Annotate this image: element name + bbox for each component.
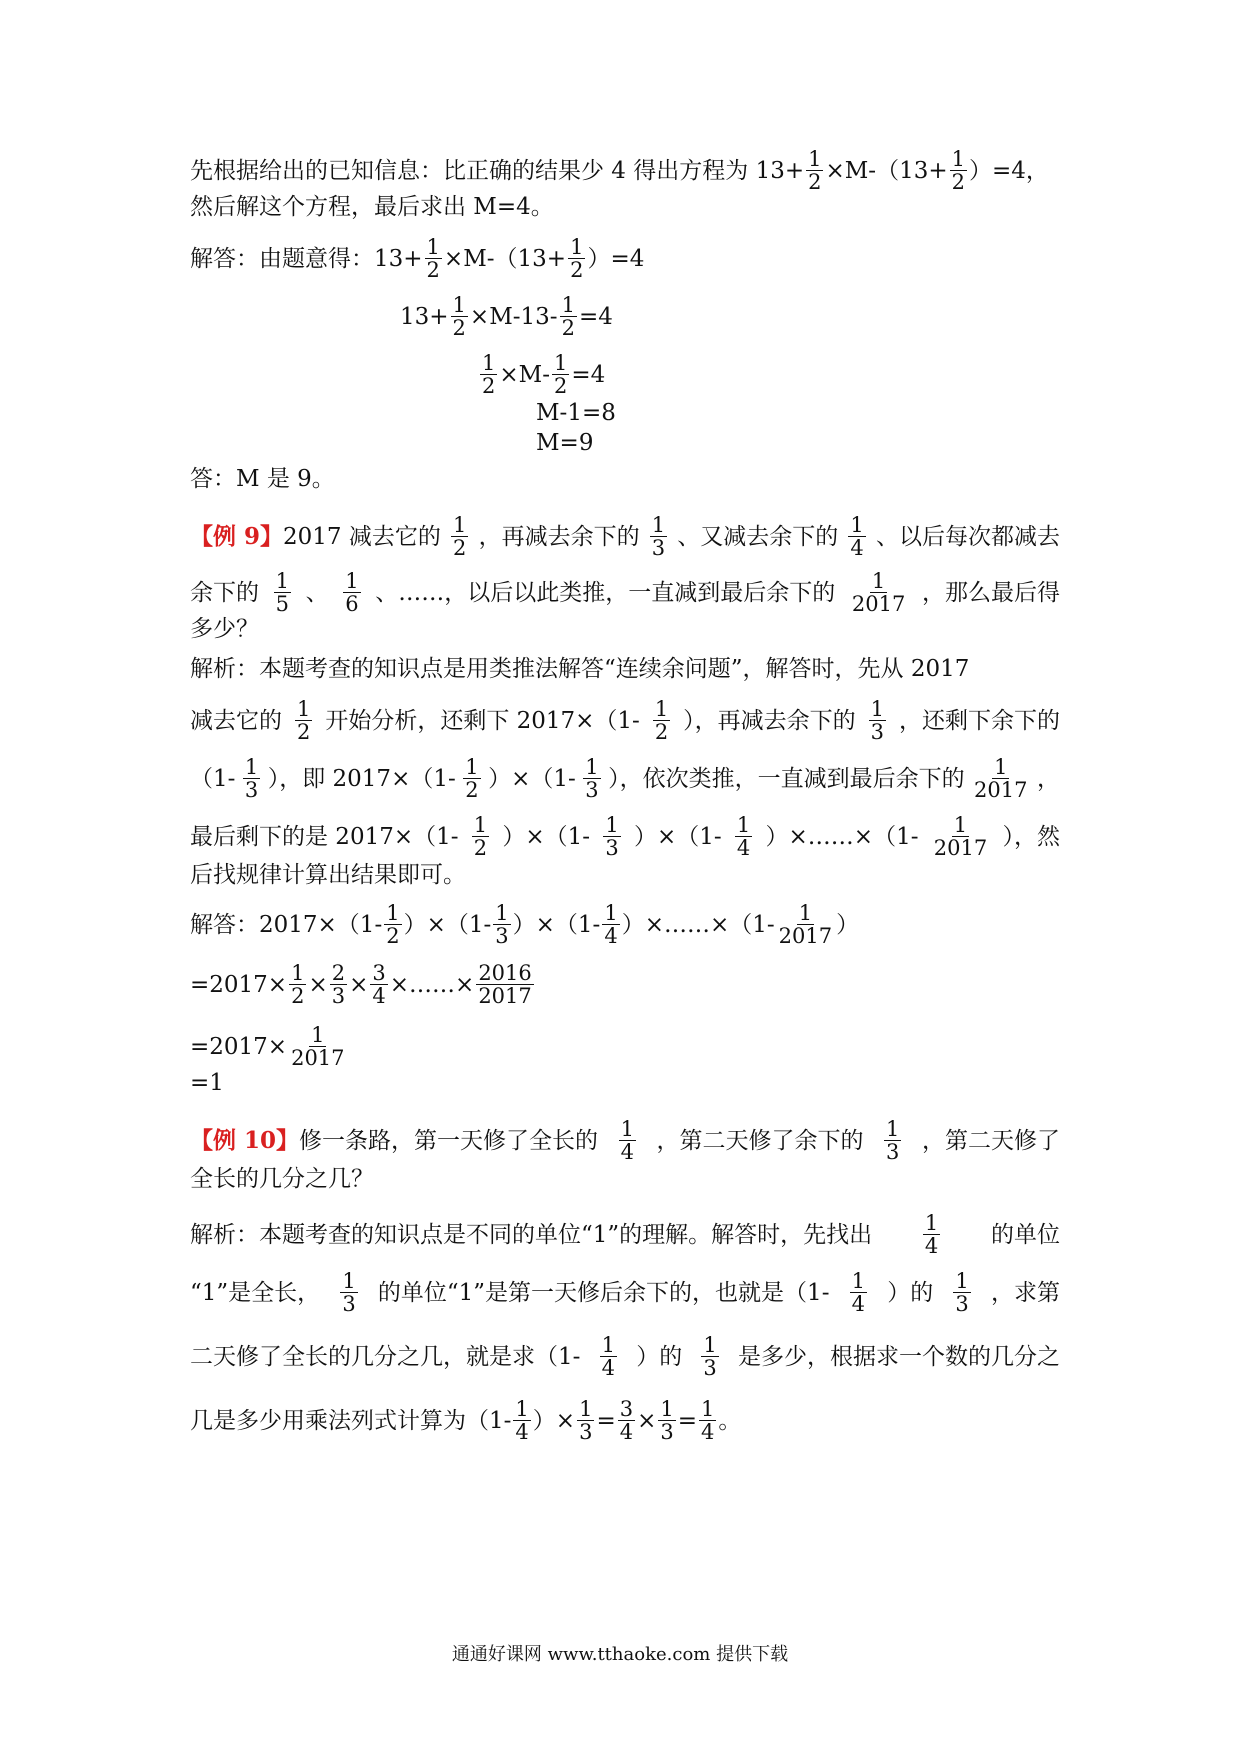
fraction-numerator: 1 <box>553 351 568 375</box>
text: ），再减去余下的 <box>683 707 856 734</box>
text: × <box>637 1407 657 1434</box>
text: （1- <box>190 765 236 792</box>
text: ×M-13- <box>469 303 558 330</box>
text-line <box>190 192 1060 222</box>
analysis-line <box>190 756 1060 801</box>
fraction-numerator: 1 <box>955 1269 969 1293</box>
example-9-line <box>190 514 1060 559</box>
text: ， <box>1036 765 1060 792</box>
fraction-numerator: 2016 <box>478 961 532 985</box>
fraction-numerator: 1 <box>871 569 886 593</box>
fraction-denominator: 2 <box>808 170 822 194</box>
text: ×M-（13+ <box>443 245 567 272</box>
fraction-denominator: 2 <box>654 720 669 744</box>
fraction <box>340 1270 357 1315</box>
solution-line <box>190 1068 1060 1098</box>
text: = <box>596 1407 616 1434</box>
fraction-numerator: 1 <box>703 1333 717 1357</box>
fraction-numerator: 1 <box>601 1333 615 1357</box>
equation-line <box>536 428 736 458</box>
fraction-denominator: 2 <box>553 374 568 398</box>
text: ）×……×（1- <box>621 911 775 938</box>
fraction <box>583 756 600 801</box>
example-10-line <box>190 1118 1060 1163</box>
fraction-denominator: 4 <box>620 1140 634 1164</box>
fraction-denominator: 3 <box>605 836 619 860</box>
fraction-numerator: 1 <box>736 813 751 837</box>
analysis-line <box>190 1212 1060 1257</box>
solution-line <box>190 902 1060 947</box>
fraction-numerator: 1 <box>870 697 884 721</box>
fraction-numerator: 1 <box>275 569 289 593</box>
fraction <box>884 1118 901 1163</box>
fraction-numerator: 1 <box>311 1023 325 1047</box>
fraction <box>650 514 667 559</box>
fraction <box>577 1398 594 1443</box>
fraction-denominator: 2 <box>426 258 440 282</box>
text: 。 <box>718 1407 742 1434</box>
fraction-numerator: 1 <box>994 755 1008 779</box>
fraction <box>476 962 533 1007</box>
fraction-denominator: 2 <box>296 720 311 744</box>
fraction-denominator: 4 <box>736 836 751 860</box>
fraction-numerator: 1 <box>453 513 467 537</box>
fraction-denominator: 3 <box>342 1292 356 1316</box>
fraction <box>699 1398 716 1443</box>
fraction-denominator: 3 <box>579 1420 593 1444</box>
text: 解析：本题考查的知识点是不同的单位“1”的理解。解答时，先找出 <box>190 1221 873 1248</box>
text: ） <box>836 911 860 938</box>
equation-line <box>536 398 736 428</box>
fraction <box>451 514 468 559</box>
fraction <box>384 902 401 947</box>
text: ，求第 <box>990 1279 1060 1306</box>
fraction-numerator: 1 <box>452 293 466 317</box>
page-footer: 通通好课网 www.tthaoke.com 提供下载 <box>451 1644 789 1665</box>
text: 解答：由题意得：13+ <box>190 245 423 272</box>
fraction <box>493 902 510 947</box>
fraction <box>463 756 480 801</box>
fraction <box>603 814 620 859</box>
text: M-1=8 <box>536 400 616 426</box>
text: 几是多少用乘法列式计算为（1- <box>190 1407 512 1434</box>
fraction-denominator: 2 <box>482 374 496 398</box>
fraction-numerator: 1 <box>291 961 305 985</box>
fraction-denominator: 2 <box>453 536 467 560</box>
text: 、 <box>305 579 329 606</box>
fraction-numerator: 1 <box>808 147 822 171</box>
fraction-denominator: 2017 <box>478 984 532 1008</box>
fraction <box>777 902 834 947</box>
text: 先根据给出的已知信息：比正确的结果少 4 得出方程为 13+ <box>190 157 805 184</box>
fraction-numerator: 1 <box>660 1397 674 1421</box>
text: 全长的几分之几？ <box>190 1166 374 1192</box>
analysis-line <box>190 814 1060 859</box>
fraction-numerator: 1 <box>473 813 488 837</box>
fraction <box>735 814 752 859</box>
text: 、……，以后以此类推，一直减到最后余下的 <box>375 579 836 606</box>
text: ）×（1- <box>488 765 576 792</box>
fraction-denominator: 3 <box>495 924 509 948</box>
text: =1 <box>190 1070 224 1096</box>
fraction <box>243 756 260 801</box>
fraction <box>658 1398 675 1443</box>
text: 余下的 <box>190 579 259 606</box>
text: 最后剩下的是 2017×（1- <box>190 823 459 850</box>
fraction <box>932 814 989 859</box>
text: M=9 <box>536 430 594 456</box>
fraction-denominator: 4 <box>850 536 864 560</box>
fraction-numerator: 2 <box>331 961 346 985</box>
text: 修一条路，第一天修了全长的 <box>299 1127 599 1154</box>
fraction-denominator: 4 <box>619 1420 634 1444</box>
fraction-numerator: 1 <box>604 901 618 925</box>
text: ）=4， <box>969 157 1049 184</box>
fraction-numerator: 1 <box>345 569 359 593</box>
example-9-line <box>190 614 1060 644</box>
fraction <box>289 1024 346 1069</box>
fraction-denominator: 6 <box>345 592 359 616</box>
analysis-line <box>190 1398 1060 1443</box>
fraction <box>289 962 306 1007</box>
fraction-denominator: 2 <box>473 836 488 860</box>
text: 2017 减去它的 <box>283 523 441 550</box>
text: 13+ <box>400 303 449 330</box>
text: =4 <box>578 303 613 330</box>
fraction <box>701 1334 718 1379</box>
text: 答：M 是 9。 <box>190 466 335 492</box>
analysis-line <box>190 654 1060 684</box>
fraction-denominator: 2017 <box>291 1046 345 1070</box>
text: ），然 <box>1002 823 1060 850</box>
fraction-numerator: 1 <box>561 293 575 317</box>
fraction-numerator: 1 <box>244 755 259 779</box>
text: ），即 2017×（1- <box>267 765 456 792</box>
fraction-numerator: 1 <box>386 901 400 925</box>
text: 、以后每次都减去 <box>875 523 1060 550</box>
fraction <box>653 698 670 743</box>
text-line <box>190 148 1060 193</box>
fraction-numerator: 1 <box>651 513 666 537</box>
fraction <box>568 236 585 281</box>
text: ×M- <box>499 361 550 388</box>
fraction <box>370 962 387 1007</box>
fraction-numerator: 1 <box>605 813 619 837</box>
fraction <box>806 148 823 193</box>
fraction <box>560 294 577 339</box>
text: 多少？ <box>190 616 259 642</box>
text: “1”是全长， <box>190 1279 321 1306</box>
text: ，那么最后得 <box>921 579 1060 606</box>
fraction-numerator: 1 <box>886 1117 900 1141</box>
fraction-denominator: 4 <box>604 924 618 948</box>
fraction-numerator: 1 <box>482 351 496 375</box>
fraction-numerator: 1 <box>342 1269 356 1293</box>
text: ）×（1- <box>512 911 601 938</box>
fraction <box>850 1270 867 1315</box>
analysis-line <box>190 1270 1060 1315</box>
text: =2017× <box>190 1033 288 1060</box>
fraction <box>972 756 1029 801</box>
fraction-numerator: 1 <box>515 1397 529 1421</box>
text: ，还剩下余下的 <box>898 707 1060 734</box>
text: ）=4 <box>587 245 645 272</box>
fraction-denominator: 3 <box>585 778 599 802</box>
fraction <box>618 1398 635 1443</box>
text: ）的 <box>636 1343 683 1370</box>
text-line <box>190 236 1060 281</box>
text: 解析：本题考查的知识点是用类推法解答“连续余问题”，解答时，先从 2017 <box>190 656 970 682</box>
fraction <box>274 570 291 615</box>
fraction-denominator: 3 <box>244 778 259 802</box>
text: × <box>308 971 328 998</box>
fraction-denominator: 2 <box>561 316 575 340</box>
fraction-denominator: 2017 <box>778 924 833 948</box>
text: 的单位 <box>991 1221 1060 1248</box>
equation-line <box>478 352 778 397</box>
text: ，再减去余下的 <box>478 523 640 550</box>
text: ）×……×（1- <box>765 823 919 850</box>
fraction-denominator: 4 <box>515 1420 529 1444</box>
fraction-denominator: 2017 <box>974 778 1028 802</box>
fraction-denominator: 4 <box>372 984 386 1008</box>
fraction-denominator: 3 <box>331 984 346 1008</box>
fraction-denominator: 2 <box>386 924 400 948</box>
fraction-denominator: 5 <box>275 592 289 616</box>
text: 然后解这个方程，最后求出 M=4。 <box>190 194 554 220</box>
text: 解答：2017×（1- <box>190 911 383 938</box>
text: ）×（1- <box>403 911 492 938</box>
fraction-numerator: 1 <box>495 901 509 925</box>
text: ）×（1- <box>502 823 591 850</box>
fraction <box>848 514 865 559</box>
fraction-denominator: 4 <box>701 1420 715 1444</box>
fraction-numerator: 1 <box>701 1397 715 1421</box>
fraction-denominator: 4 <box>601 1356 615 1380</box>
text: 开始分析，还剩下 2017×（1- <box>325 707 640 734</box>
fraction-denominator: 3 <box>886 1140 900 1164</box>
text: 后找规律计算出结果即可。 <box>190 862 466 888</box>
fraction-denominator: 2 <box>291 984 305 1008</box>
fraction <box>923 1212 940 1257</box>
fraction <box>472 814 489 859</box>
fraction-denominator: 3 <box>870 720 884 744</box>
fraction-numerator: 1 <box>798 901 813 925</box>
example-10-line <box>190 1164 1060 1194</box>
text: 、又减去余下的 <box>677 523 839 550</box>
fraction <box>480 352 497 397</box>
fraction-numerator: 1 <box>620 1117 634 1141</box>
text: ×M-（13+ <box>825 157 948 184</box>
fraction <box>330 962 347 1007</box>
example-tag: 【例 10】 <box>190 1126 300 1154</box>
solution-line <box>190 962 1060 1007</box>
fraction-denominator: 3 <box>955 1292 969 1316</box>
fraction-denominator: 2 <box>465 778 479 802</box>
fraction-denominator: 2 <box>951 170 965 194</box>
fraction-denominator: 3 <box>651 536 666 560</box>
fraction-numerator: 1 <box>924 1211 939 1235</box>
answer-line <box>190 464 1060 494</box>
fraction <box>343 570 360 615</box>
fraction-numerator: 1 <box>296 697 311 721</box>
fraction-numerator: 1 <box>465 755 479 779</box>
fraction-numerator: 1 <box>654 697 669 721</box>
text: ），依次类推，一直减到最后余下的 <box>608 765 965 792</box>
fraction-numerator: 1 <box>426 235 440 259</box>
analysis-line <box>190 860 1060 890</box>
fraction <box>552 352 569 397</box>
fraction <box>295 698 312 743</box>
fraction-denominator: 4 <box>851 1292 866 1316</box>
fraction-numerator: 3 <box>619 1397 634 1421</box>
fraction <box>602 902 619 947</box>
text: ，第二天修了 <box>921 1127 1060 1154</box>
text: ×……× <box>389 971 475 998</box>
fraction <box>451 294 468 339</box>
text: 减去它的 <box>190 707 282 734</box>
fraction-numerator: 1 <box>953 813 968 837</box>
example-9-line <box>190 570 1060 615</box>
text: ）的 <box>887 1279 934 1306</box>
fraction <box>869 698 886 743</box>
text: 的单位“1”是第一天修后余下的，也就是（1- <box>377 1279 830 1306</box>
fraction <box>850 570 907 615</box>
fraction-denominator: 3 <box>703 1356 717 1380</box>
solution-line <box>190 1024 1060 1069</box>
fraction-denominator: 2017 <box>851 592 906 616</box>
analysis-line <box>190 1334 1060 1379</box>
fraction-numerator: 1 <box>585 755 599 779</box>
fraction-numerator: 3 <box>372 961 386 985</box>
example-tag: 【例 9】 <box>190 522 284 550</box>
fraction-numerator: 1 <box>951 147 965 171</box>
text: × <box>349 971 369 998</box>
fraction-denominator: 2 <box>452 316 466 340</box>
text: = <box>677 1407 698 1434</box>
fraction-numerator: 1 <box>851 1269 866 1293</box>
fraction-numerator: 1 <box>579 1397 593 1421</box>
fraction <box>425 236 442 281</box>
fraction-denominator: 4 <box>924 1234 939 1258</box>
text: ）×（1- <box>633 823 722 850</box>
fraction <box>619 1118 636 1163</box>
fraction-denominator: 3 <box>660 1420 674 1444</box>
fraction <box>953 1270 970 1315</box>
text: =4 <box>571 361 606 388</box>
text: 二天修了全长的几分之几，就是求（1- <box>190 1343 581 1370</box>
fraction <box>950 148 967 193</box>
text: =2017× <box>190 971 288 998</box>
fraction-numerator: 1 <box>570 235 584 259</box>
fraction-denominator: 2 <box>570 258 584 282</box>
fraction <box>513 1398 530 1443</box>
fraction <box>600 1334 617 1379</box>
text: ，第二天修了余下的 <box>656 1127 864 1154</box>
equation-line <box>400 294 800 339</box>
text: ）× <box>532 1407 576 1434</box>
text: 是多少，根据求一个数的几分之 <box>737 1343 1060 1370</box>
fraction-denominator: 2017 <box>933 836 988 860</box>
fraction-numerator: 1 <box>850 513 864 537</box>
analysis-line <box>190 698 1060 743</box>
